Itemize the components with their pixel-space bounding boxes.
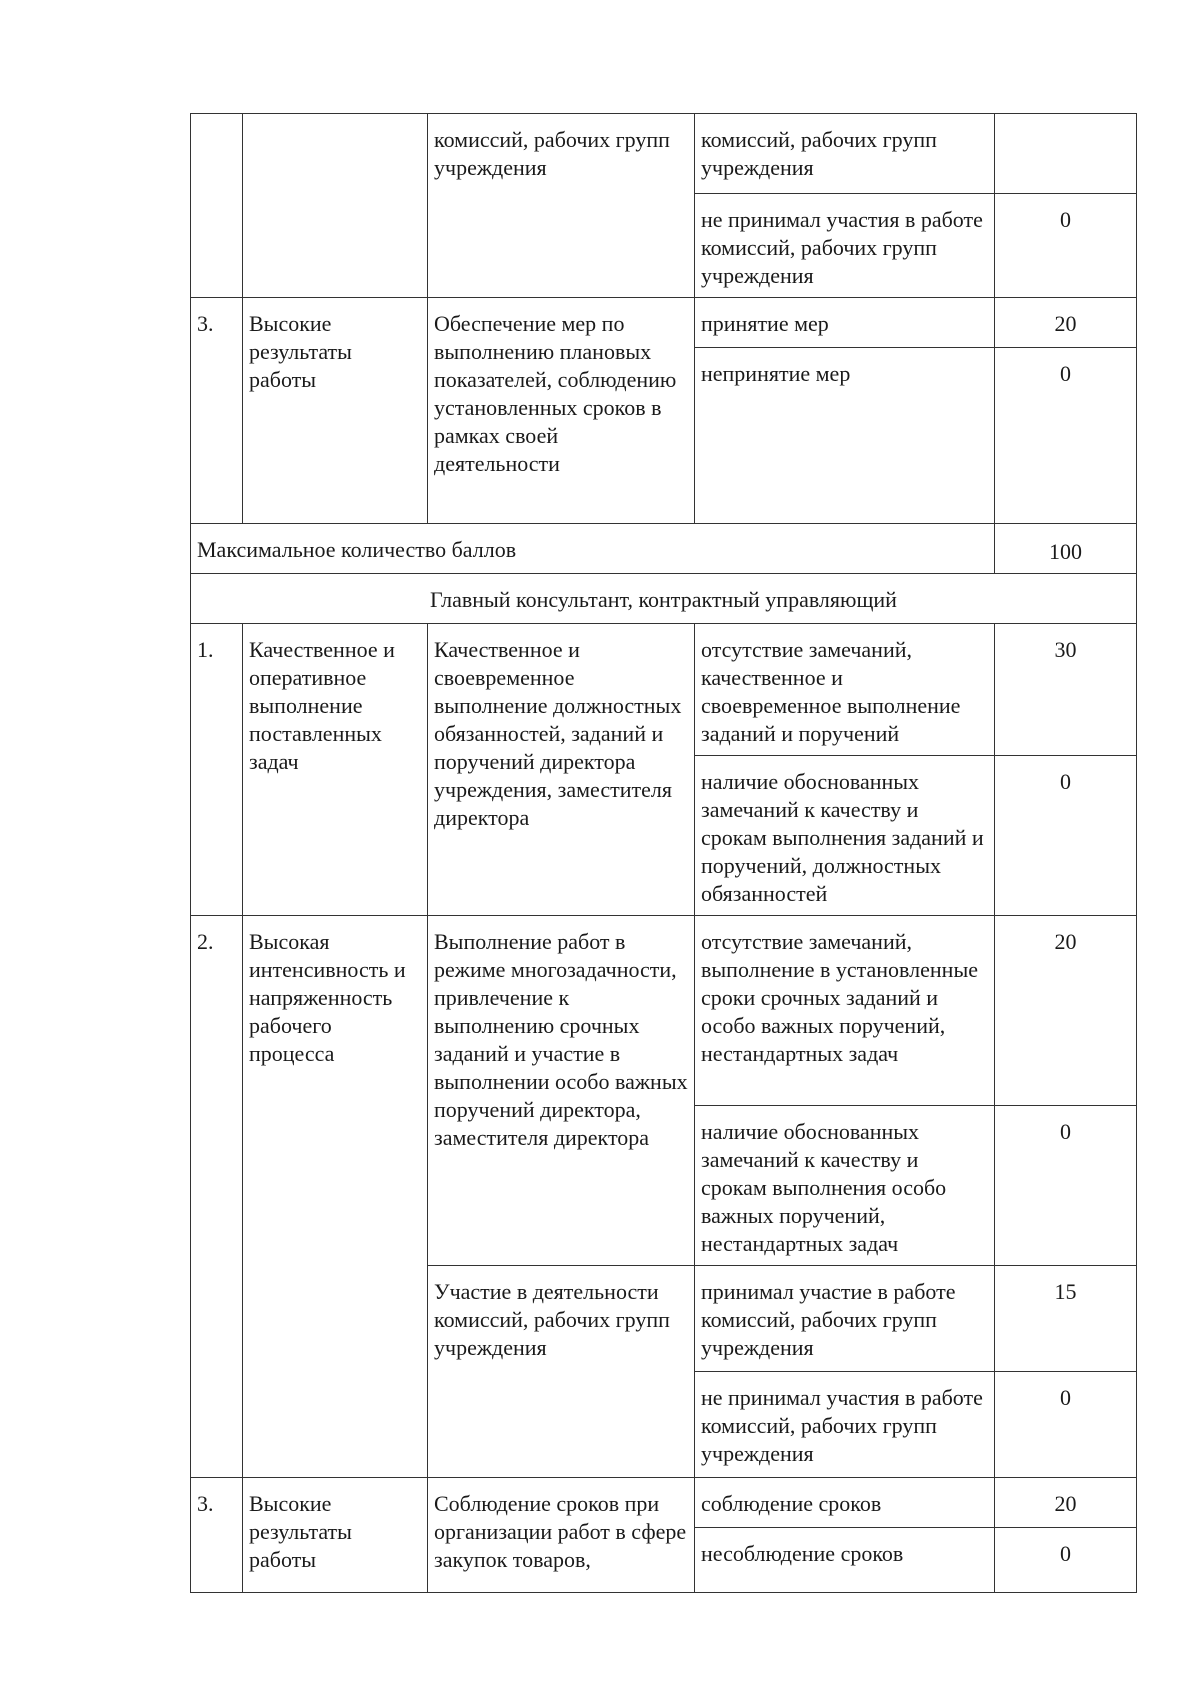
table-cell-number: 3. xyxy=(191,1478,243,1593)
table-cell-score: 0 xyxy=(995,1372,1137,1478)
table-cell-condition: отсутствие замечаний, качественное и своевременное выполнение заданий и поручений xyxy=(695,624,995,756)
table-cell-condition: несоблюдение сроков xyxy=(695,1528,995,1593)
table-cell-indicator: Обеспечение мер по выполнению плановых показателей, соблюдению установленных сроков в рамках своей деятельности xyxy=(428,298,695,524)
table-cell-condition: комиссий, рабочих групп учреждения xyxy=(695,114,995,194)
max-points-value: 100 xyxy=(995,524,1137,574)
table-cell-criterion: Качественное и оперативное выполнение поставленных задач xyxy=(243,624,428,916)
criteria-table xyxy=(190,113,1137,1593)
table-cell-indicator: комиссий, рабочих групп учреждения xyxy=(428,114,695,298)
table-cell-number xyxy=(191,114,243,298)
table-cell-score: 20 xyxy=(995,1478,1137,1528)
table-cell-condition: отсутствие замечаний, выполнение в установленные сроки срочных заданий и особо важных поручений, нестандартных задач xyxy=(695,916,995,1106)
table-cell-score: 0 xyxy=(995,756,1137,916)
table-cell-score: 0 xyxy=(995,348,1137,524)
table-cell-indicator: Качественное и своевременное выполнение должностных обязанностей, заданий и поручений директора учреждения, заместителя директора xyxy=(428,624,695,916)
table-cell-condition: принимал участие в работе комиссий, рабочих групп учреждения xyxy=(695,1266,995,1372)
table-cell-score: 20 xyxy=(995,298,1137,348)
table-cell-criterion xyxy=(243,114,428,298)
table-cell-number: 3. xyxy=(191,298,243,524)
table-row xyxy=(191,916,1137,1106)
table-row xyxy=(191,624,1137,756)
table-cell-score: 0 xyxy=(995,194,1137,298)
table-cell-score: 15 xyxy=(995,1266,1137,1372)
table-row xyxy=(191,298,1137,348)
table-cell-condition: не принимал участия в работе комиссий, рабочих групп учреждения xyxy=(695,194,995,298)
table-cell-condition: наличие обоснованных замечаний к качеству и срокам выполнения заданий и поручений, должностных обязанностей xyxy=(695,756,995,916)
table-row-section xyxy=(191,574,1137,624)
table-row-total xyxy=(191,524,1137,574)
table-cell-condition: не принимал участия в работе комиссий, рабочих групп учреждения xyxy=(695,1372,995,1478)
table-cell-score xyxy=(995,114,1137,194)
table-cell-score: 0 xyxy=(995,1528,1137,1593)
table-cell-score: 30 xyxy=(995,624,1137,756)
table-cell-number: 2. xyxy=(191,916,243,1478)
table-cell-indicator: Участие в деятельности комиссий, рабочих групп учреждения xyxy=(428,1266,695,1478)
table-row xyxy=(191,114,1137,194)
table-cell-condition: наличие обоснованных замечаний к качеству и срокам выполнения особо важных поручений, нестандартных задач xyxy=(695,1106,995,1266)
table-cell-condition: соблюдение сроков xyxy=(695,1478,995,1528)
max-points-label: Максимальное количество баллов xyxy=(191,524,995,574)
table-cell-number: 1. xyxy=(191,624,243,916)
table-cell-score: 20 xyxy=(995,916,1137,1106)
table-cell-indicator: Выполнение работ в режиме многозадачности, привлечение к выполнению срочных заданий и участие в выполнении особо важных поручений директора, заместителя директора xyxy=(428,916,695,1266)
table-row xyxy=(191,1478,1137,1528)
table-cell-criterion: Высокие результаты работы xyxy=(243,1478,428,1593)
table-cell-criterion: Высокая интенсивность и напряженность рабочего процесса xyxy=(243,916,428,1478)
table-cell-condition: непринятие мер xyxy=(695,348,995,524)
table-cell-criterion: Высокие результаты работы xyxy=(243,298,428,524)
table-cell-score: 0 xyxy=(995,1106,1137,1266)
table-cell-condition: принятие мер xyxy=(695,298,995,348)
table-cell-indicator: Соблюдение сроков при организации работ в сфере закупок товаров, xyxy=(428,1478,695,1593)
section-heading: Главный консультант, контрактный управляющий xyxy=(191,574,1137,624)
